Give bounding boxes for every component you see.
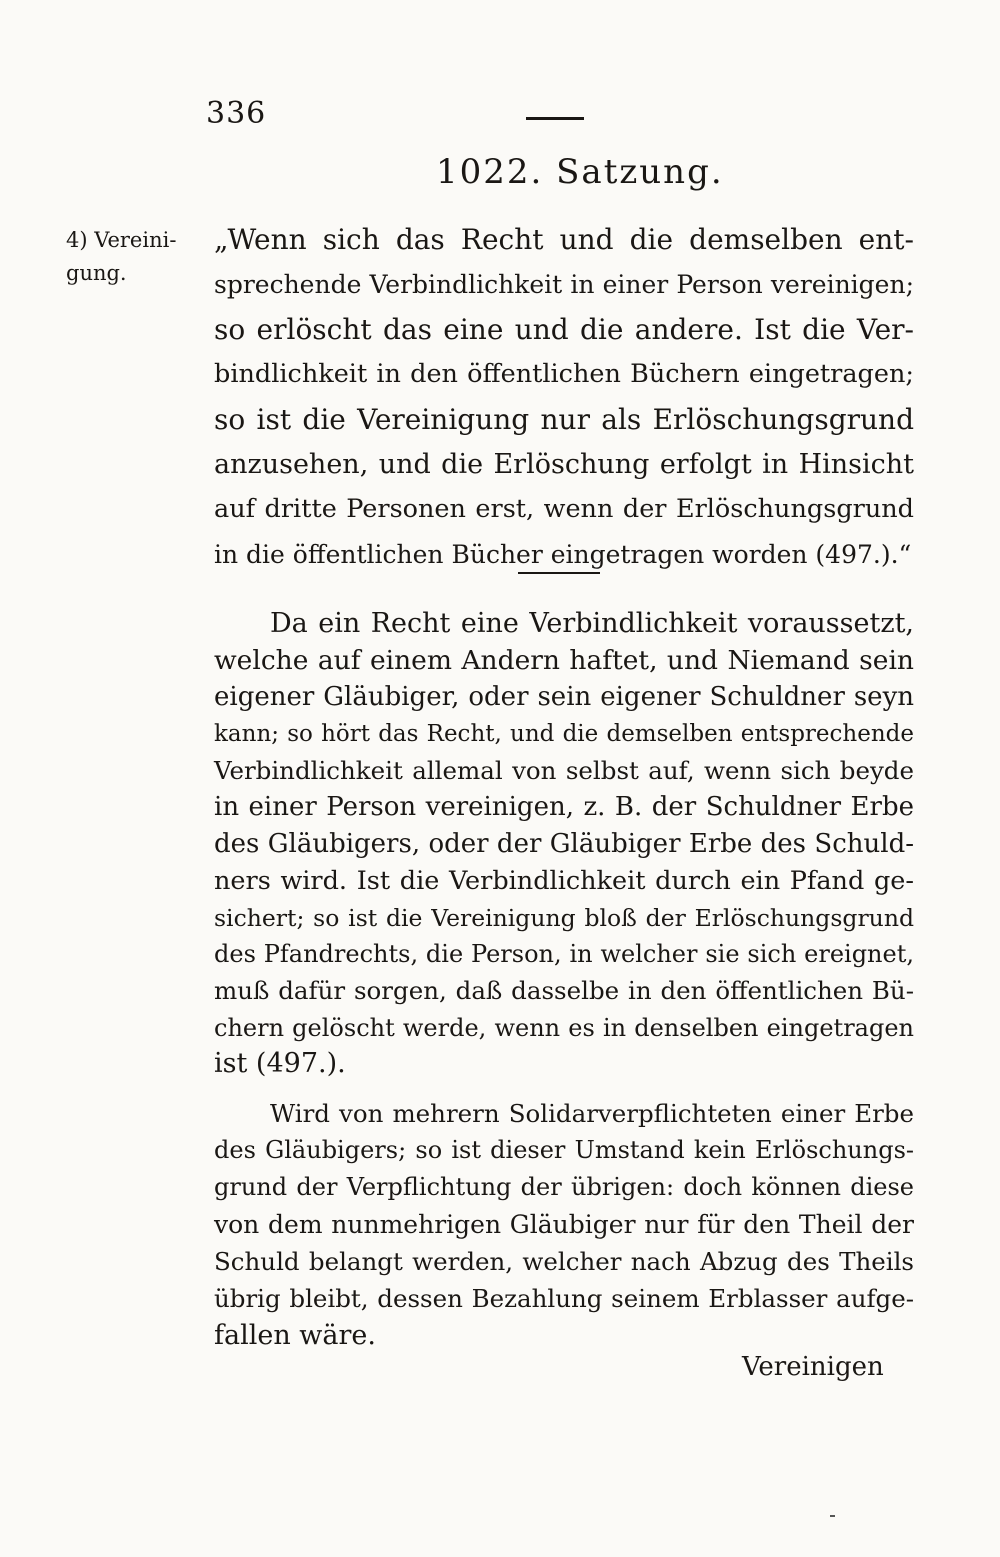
commentary-line: eigener Gläubiger, oder sein eigener Schuldner seyn (214, 682, 914, 713)
commentary-paragraph-1 (214, 606, 914, 1083)
commentary-line: Da ein Recht eine Verbindlichkeit voraussetzt, (270, 608, 914, 639)
commentary-line: welche auf einem Andern haftet, und Niemand sein (214, 644, 914, 676)
margin-note-line: gung. (66, 261, 127, 285)
commentary-line: Verbindlichkeit allemal von selbst auf, wenn sich beyde (214, 755, 914, 785)
law-text-line: auf dritte Personen erst, wenn der Erlöschungsgrund (214, 494, 914, 524)
page-number: 336 (206, 96, 267, 131)
commentary-line: muß dafür sorgen, daß dasselbe in den öffentlichen Bü- (214, 975, 914, 1005)
commentary-line: des Gläubigers, oder der Gläubiger Erbe des Schuld- (214, 829, 914, 860)
commentary-line: ist (497.). (214, 1048, 346, 1080)
catchword: Vereinigen (742, 1352, 884, 1382)
law-text-line: so ist die Vereinigung nur als Erlöschungsgrund (214, 403, 914, 436)
commentary-line: grund der Verpflichtung der übrigen: doch können diese (214, 1173, 914, 1201)
commentary-paragraph-2 (214, 1095, 914, 1354)
law-text-line: anzusehen, und die Erlöschung erfolgt in Hinsicht (214, 449, 914, 480)
commentary-line: des Pfandrechts, die Person, in welcher sie sich ereignet, (214, 940, 914, 969)
commentary-line: des Gläubigers; so ist dieser Umstand kein Erlöschungs- (214, 1136, 914, 1164)
commentary-line: Wird von mehrern Solidarverpflichteten einer Erbe (270, 1099, 914, 1128)
law-text-line: bindlichkeit in den öffentlichen Büchern eingetragen; (214, 359, 914, 389)
commentary-line: kann; so hört das Recht, und die demselben entsprechende (214, 721, 914, 748)
commentary-line: ners wird. Ist die Verbindlichkeit durch ein Pfand ge- (214, 865, 914, 896)
ink-speck (830, 1515, 835, 1517)
law-text-line: sprechende Verbindlichkeit in einer Person vereinigen; (214, 270, 914, 299)
law-text-line: in die öffentlichen Bücher eingetragen worden (497.).“ (214, 540, 912, 569)
commentary-line: in einer Person vereinigen, z. B. der Schuldner Erbe (214, 792, 914, 823)
section-heading: 1022. Satzung. (436, 152, 724, 192)
law-text (214, 217, 914, 577)
commentary-line: übrig bleibt, dessen Bezahlung seinem Erblasser aufge- (214, 1284, 914, 1313)
commentary-line: sichert; so ist die Vereinigung bloß der Erlöschungsgrund (214, 903, 914, 932)
margin-note (66, 224, 206, 290)
law-text-line: „Wenn sich das Recht und die demselben ent- (214, 223, 914, 256)
margin-note-line: 4) Vereini- (66, 228, 177, 252)
commentary-line: von dem nunmehrigen Gläubiger nur für den Theil der (214, 1210, 914, 1239)
section-divider (518, 572, 600, 574)
header-rule (526, 117, 584, 120)
commentary-line: chern gelöscht werde, wenn es in denselben eingetragen (214, 1013, 914, 1042)
law-text-line: so erlöscht das eine und die andere. Ist die Ver- (214, 313, 914, 346)
commentary-line: Schuld belangt werden, welcher nach Abzug des Theils (214, 1247, 914, 1276)
commentary-line: fallen wäre. (214, 1320, 376, 1351)
